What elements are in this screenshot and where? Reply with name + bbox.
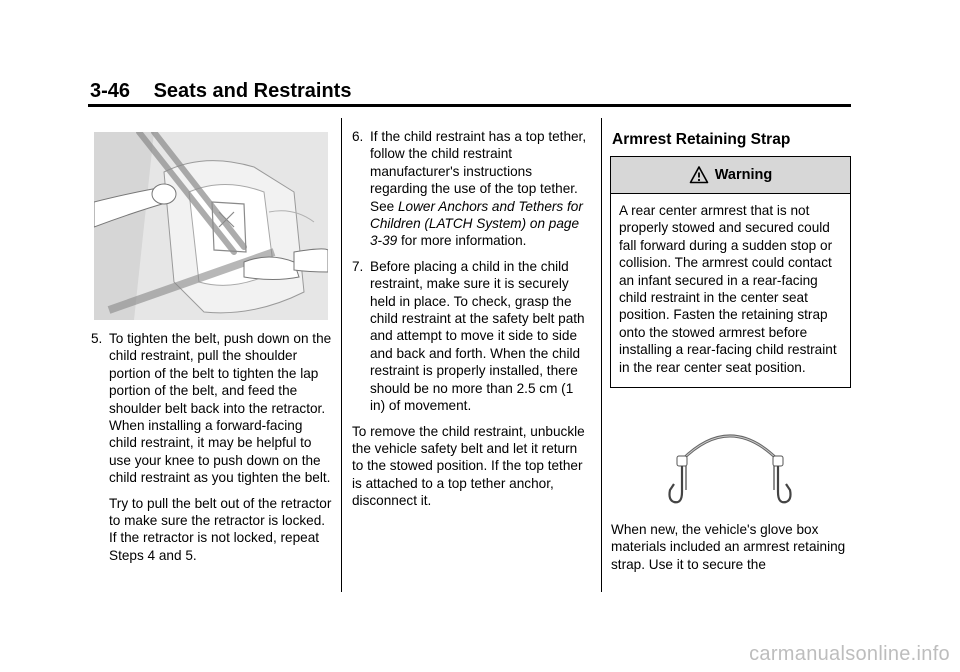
- middle-column: [352, 128, 592, 510]
- step-6-text-before: If the child restraint has a top tether, follow the child restraint manufacturer's instructions regarding the use of the top tether. See: [370, 129, 587, 214]
- warning-triangle-icon: [689, 165, 709, 185]
- warning-header: [611, 157, 850, 194]
- latch-link[interactable]: Lower Anchors and Tethers for Children (LATCH System) on page 3-39: [370, 198, 583, 249]
- step-7: [352, 258, 592, 415]
- step-5: [91, 330, 333, 487]
- page-number: 3-46: [90, 80, 131, 102]
- step-5-followup: Try to pull the belt out of the retractor to make sure the retractor is locked. If the retractor is not locked, repeat Steps 4 and 5.: [109, 495, 332, 563]
- watermark: carmanualsonline.info: [749, 643, 950, 665]
- step-6-number: 6.: [352, 129, 364, 144]
- column-divider-1: [341, 118, 342, 592]
- warning-body: A rear center armrest that is not properly stowed and secured could fall forward during a sudden stop or collision. The armrest could contact an infant secured in a rear-facing child restraint in the center seat position. Fasten the retaining strap onto the stowed armrest before installing a rear-facing child restraint in the rear center seat position.: [619, 203, 837, 375]
- warning-box: [610, 156, 851, 388]
- warning-title: Warning: [714, 167, 773, 183]
- header-rule: [88, 104, 851, 107]
- step-6-text: [370, 128, 592, 250]
- child-seat-drawing: [94, 132, 328, 320]
- left-column: [91, 330, 333, 564]
- column-divider-2: [601, 118, 602, 592]
- step-5-number: 5.: [91, 331, 103, 346]
- section-title: Seats and Restraints: [153, 80, 352, 102]
- retaining-strap-illustration: [660, 420, 800, 512]
- remove-paragraph: To remove the child restraint, unbuckle the vehicle safety belt and let it return to the stowed position. If the top tether is attached to a top tether anchor, disconnect it.: [352, 423, 585, 509]
- step-7-text: Before placing a child in the child restraint, make sure it is securely held in place. To check, grasp the child restraint at the safety belt path and attempt to move it side to side and back and forth. When the child restraint is properly installed, there should be no more than 2.5 cm (1 in) of movement.: [370, 258, 585, 414]
- step-6-text-after: for more information.: [397, 233, 527, 249]
- section-heading-armrest: Armrest Retaining Strap: [612, 131, 791, 148]
- right-paragraph: When new, the vehicle's glove box materials included an armrest retaining strap. Use it to secure the: [611, 522, 846, 572]
- step-5-text: To tighten the belt, push down on the child restraint, pull the shoulder portion of the belt to tighten the lap portion of the belt, and feed the shoulder belt back into the retractor. When installing a forward-facing child restraint, it may be helpful to use your knee to push down on the child restraint as you tighten the belt.: [109, 331, 332, 486]
- page-header: [90, 80, 351, 103]
- step-6: [352, 128, 592, 250]
- step-7-number: 7.: [352, 258, 364, 274]
- child-seat-illustration: [94, 132, 328, 320]
- retaining-strap-drawing: [660, 420, 800, 512]
